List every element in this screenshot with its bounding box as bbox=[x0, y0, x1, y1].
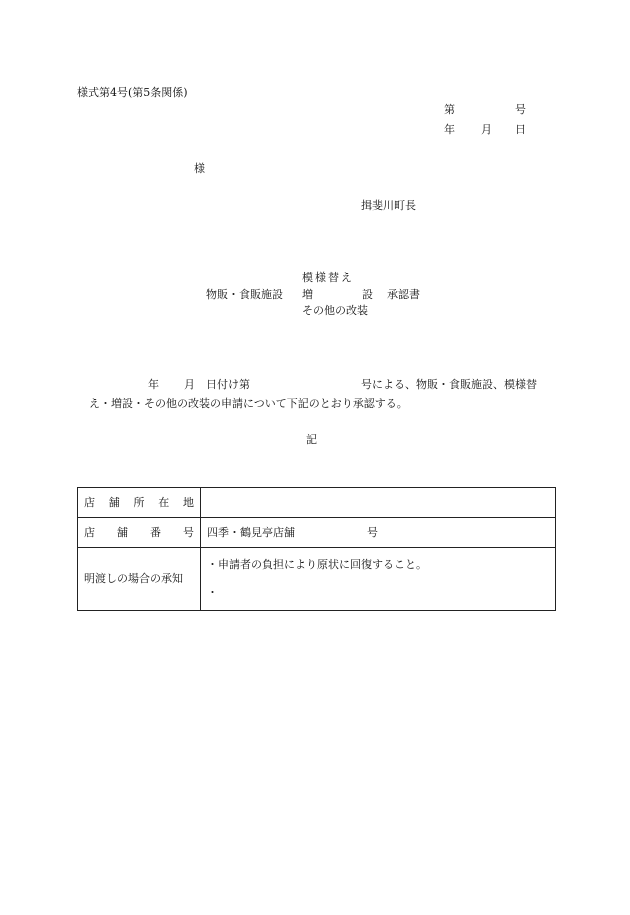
vacating-consent-value bbox=[201, 548, 556, 611]
consent-note-1: ・申請者の負担により原状に回復すること。 bbox=[207, 558, 427, 571]
issuer-name: 揖斐川町長 bbox=[361, 199, 416, 212]
table-row bbox=[78, 518, 556, 548]
document-number-prefix: 第 bbox=[444, 103, 455, 116]
body-line2: え・増設・その他の改装の申請について下記のとおり承認する。 bbox=[89, 397, 408, 410]
addressee-honorific: 様 bbox=[194, 162, 205, 175]
consent-note-2: ・ bbox=[207, 586, 218, 599]
store-location-label: 店 舗 所 在 地 bbox=[78, 488, 201, 518]
store-number-suffix: 号 bbox=[367, 525, 378, 539]
store-number-value bbox=[201, 518, 556, 548]
date-year: 年 bbox=[444, 123, 455, 136]
body-day-reference: 日付け第 bbox=[206, 378, 250, 391]
body-line1-rest: 号による、物販・食販施設、模様替 bbox=[361, 378, 537, 391]
form-number: 様式第4号(第5条関係) bbox=[77, 86, 188, 99]
title-option-extension-right: 設 bbox=[362, 288, 373, 301]
title-option-remodel: 模様替え bbox=[302, 271, 354, 284]
body-month: 月 bbox=[184, 378, 195, 391]
body-year: 年 bbox=[148, 378, 159, 391]
date-month: 月 bbox=[481, 123, 492, 136]
title-suffix: 承認書 bbox=[387, 288, 420, 301]
title-option-other: その他の改装 bbox=[302, 304, 368, 317]
table-row bbox=[78, 548, 556, 611]
title-option-extension-left: 増 bbox=[302, 288, 313, 301]
approval-details-table bbox=[77, 487, 556, 611]
table-row bbox=[78, 488, 556, 518]
store-name: 四季・鶴見亭店舗 bbox=[207, 525, 295, 539]
document-number-suffix: 号 bbox=[515, 103, 526, 116]
store-location-value bbox=[201, 488, 556, 518]
date-day: 日 bbox=[515, 123, 526, 136]
ki-heading: 記 bbox=[306, 433, 317, 446]
title-facility: 物販・食販施設 bbox=[206, 288, 283, 301]
store-number-label: 店 舗 番 号 bbox=[78, 518, 201, 548]
vacating-consent-label: 明渡しの場合の承知 bbox=[78, 548, 201, 611]
